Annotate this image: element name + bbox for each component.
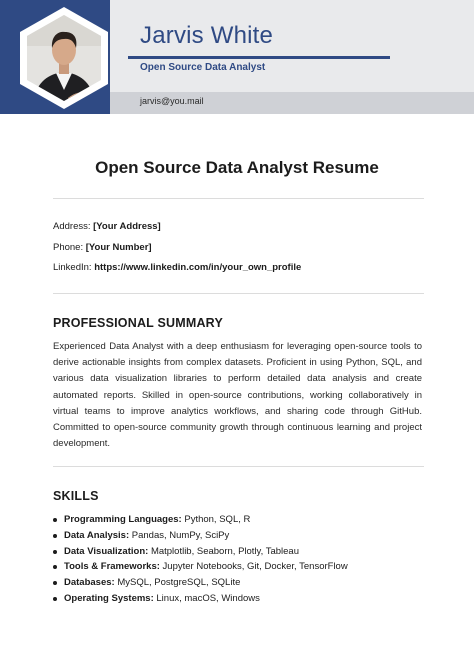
- linkedin-line: [53, 262, 301, 273]
- address-value: [Your Address]: [93, 221, 161, 232]
- skill-label: Data Visualization:: [64, 545, 149, 557]
- list-item: [53, 512, 424, 528]
- page-title: Open Source Data Analyst Resume: [95, 158, 379, 177]
- skill-label: Databases:: [64, 577, 115, 589]
- bullet-icon: [53, 581, 57, 585]
- skill-label: Tools & Frameworks:: [64, 561, 160, 573]
- skill-label: Data Analysis:: [64, 529, 130, 541]
- skill-value: Pandas, NumPy, SciPy: [131, 529, 230, 541]
- list-item: [53, 528, 424, 544]
- divider: [53, 198, 424, 199]
- job-title: Open Source Data Analyst: [140, 62, 266, 73]
- address-line: [53, 221, 161, 232]
- phone-value: [Your Number]: [85, 242, 152, 253]
- profile-photo: [18, 6, 110, 110]
- bullet-icon: [53, 597, 57, 601]
- skill-value: Jupyter Notebooks, Git, Docker, TensorFlow: [162, 561, 348, 573]
- divider: [53, 466, 424, 467]
- name-underline: [128, 56, 390, 59]
- bullet-icon: [53, 518, 57, 522]
- list-item: [53, 591, 424, 607]
- bullet-icon: [53, 534, 57, 538]
- list-item: [53, 544, 424, 560]
- skill-label: Operating Systems:: [64, 592, 154, 604]
- linkedin-label: LinkedIn:: [53, 262, 92, 273]
- summary-text: Experienced Data Analyst with a deep enthusiasm for leveraging open-source tools to derive actionable insights from complex datasets. Proficient in using Python, SQL, and various data visualization libraries to perform detailed data analysis and create automated reports. Skilled in open-source contributions, working collaboratively in virtual teams to improve analytics workflows, and sharing code through GitHub. Committed to open-source community growth through continuous learning and project development.: [53, 341, 422, 450]
- person-portrait-icon: [18, 6, 110, 110]
- skills-heading: SKILLS: [53, 489, 99, 503]
- address-label: Address:: [53, 221, 91, 232]
- list-item: [53, 575, 424, 591]
- skill-value: Matplotlib, Seaborn, Plotly, Tableau: [150, 545, 299, 557]
- phone-label: Phone:: [53, 242, 84, 253]
- list-item: [53, 559, 424, 575]
- candidate-name: Jarvis White: [140, 22, 274, 49]
- summary-heading: PROFESSIONAL SUMMARY: [53, 316, 223, 330]
- phone-line: [53, 242, 152, 253]
- email-address[interactable]: jarvis@you.mail: [140, 96, 204, 106]
- bullet-icon: [53, 550, 57, 554]
- skill-value: MySQL, PostgreSQL, SQLite: [117, 577, 241, 589]
- profile-photo-hexagon: [18, 6, 110, 110]
- skill-label: Programming Languages:: [64, 514, 182, 525]
- skill-value: Linux, macOS, Windows: [156, 592, 260, 604]
- linkedin-link[interactable]: https://www.linkedin.com/in/your_own_profile: [94, 262, 302, 273]
- resume-header: [0, 0, 474, 114]
- bullet-icon: [53, 565, 57, 569]
- skill-value: Python, SQL, R: [184, 514, 251, 525]
- divider: [53, 293, 424, 294]
- skills-list: [53, 512, 424, 607]
